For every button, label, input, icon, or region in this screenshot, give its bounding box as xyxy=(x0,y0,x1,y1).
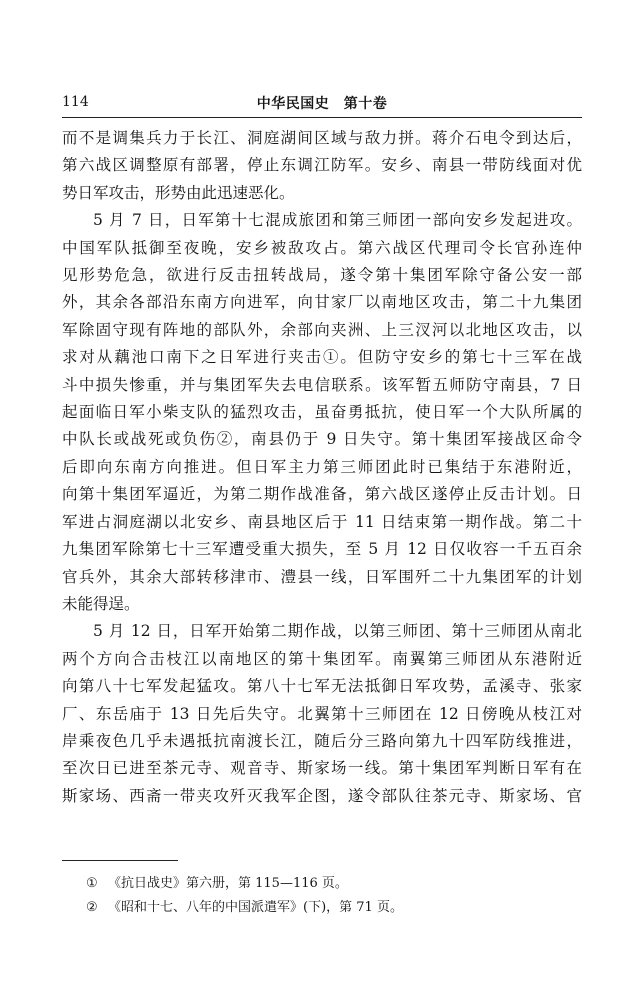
text-line: 至次日已进至茶元寺、观音寺、斯家场一线。第十集团军判断日军有在 xyxy=(62,759,582,778)
text-line: 军进占洞庭湖以北安乡、南县地区后于 11 日结束第一期作战。第二十 xyxy=(62,512,582,531)
text-line: 未能得逞。 xyxy=(62,594,140,613)
text-line: 向第八十七军发起猛攻。第八十七军无法抵御日军攻势，孟溪寺、张家 xyxy=(62,677,582,696)
running-title: 中华民国史 第十卷 xyxy=(256,96,388,112)
text-line: 厂、东岳庙于 13 日先后失守。北翼第十三师团在 12 日傍晚从枝江对 xyxy=(62,704,582,723)
text-line: 起面临日军小柴支队的猛烈攻击，虽奋勇抵抗，使日军一个大队所属的 xyxy=(62,403,582,422)
text-line: 斯家场、西斋一带夹攻歼灭我军企图，遂令部队往茶元寺、斯家场、官 xyxy=(62,786,582,805)
header-rule xyxy=(62,117,582,118)
text-line: 势日军攻击，形势由此迅速恶化。 xyxy=(62,183,295,202)
text-line: 中国军队抵御至夜晚，安乡被敌攻占。第六战区代理司令长官孙连仲 xyxy=(62,238,582,257)
text-line: 5 月 7 日，日军第十七混成旅团和第三师团一部向安乡发起进攻。 xyxy=(93,211,582,230)
footnote xyxy=(86,896,566,920)
footnote-text: 《昭和十七、八年的中国派遣军》(下)，第 71 页。 xyxy=(108,900,403,915)
paragraph xyxy=(62,207,582,618)
text-line: 斗中损失惨重，并与集团军失去电信联系。该军暂五师防守南县，7 日 xyxy=(62,375,582,394)
paragraph xyxy=(62,618,582,810)
running-header xyxy=(62,92,582,116)
paragraph xyxy=(62,125,582,207)
footnotes xyxy=(86,872,566,920)
footnote-text: 《抗日战史》第六册，第 115—116 页。 xyxy=(108,876,348,891)
footnote-rule xyxy=(62,860,178,861)
text-line: 见形势危急，欲进行反击扭转战局，遂令第十集团军除守备公安一部 xyxy=(62,266,582,285)
footnote xyxy=(86,872,566,896)
footnote-mark: ① xyxy=(86,876,98,891)
footnote-mark: ② xyxy=(86,900,98,915)
text-line: 官兵外，其余大部转移津市、澧县一线，日军围歼二十九集团军的计划 xyxy=(62,567,582,586)
text-line: 第六战区调整原有部署，停止东调江防军。安乡、南县一带防线面对优 xyxy=(62,156,582,175)
text-line: 外，其余各部沿东南方向进军，向甘家厂以南地区攻击，第二十九集团 xyxy=(62,293,582,312)
text-line: 后即向东南方向推进。但日军主力第三师团此时已集结于东港附近， xyxy=(62,457,582,476)
text-line: 军除固守现有阵地的部队外，余部向夹洲、上三汊河以北地区攻击，以 xyxy=(62,320,582,339)
page-number: 114 xyxy=(62,94,89,110)
text-line: 向第十集团军逼近，为第二期作战准备，第六战区遂停止反击计划。日 xyxy=(62,485,582,504)
text-line: 中队长或战死或负伤②，南县仍于 9 日失守。第十集团军接战区命令 xyxy=(62,430,582,449)
text-line: 求对从藕池口南下之日军进行夹击①。但防守安乡的第七十三军在战 xyxy=(62,348,582,367)
text-line: 5 月 12 日，日军开始第二期作战，以第三师团、第十三师团从南北 xyxy=(93,622,582,641)
body-text xyxy=(62,125,582,810)
text-line: 而不是调集兵力于长江、洞庭湖间区域与敌力拼。蒋介石电令到达后， xyxy=(62,129,582,147)
text-line: 两个方向合击枝江以南地区的第十集团军。南翼第三师团从东港附近 xyxy=(62,649,582,668)
text-line: 九集团军除第七十三军遭受重大损失，至 5 月 12 日仅收容一千五百余 xyxy=(62,540,582,559)
text-line: 岸乘夜色几乎未遇抵抗南渡长江，随后分三路向第九十四军防线推进， xyxy=(62,731,582,750)
